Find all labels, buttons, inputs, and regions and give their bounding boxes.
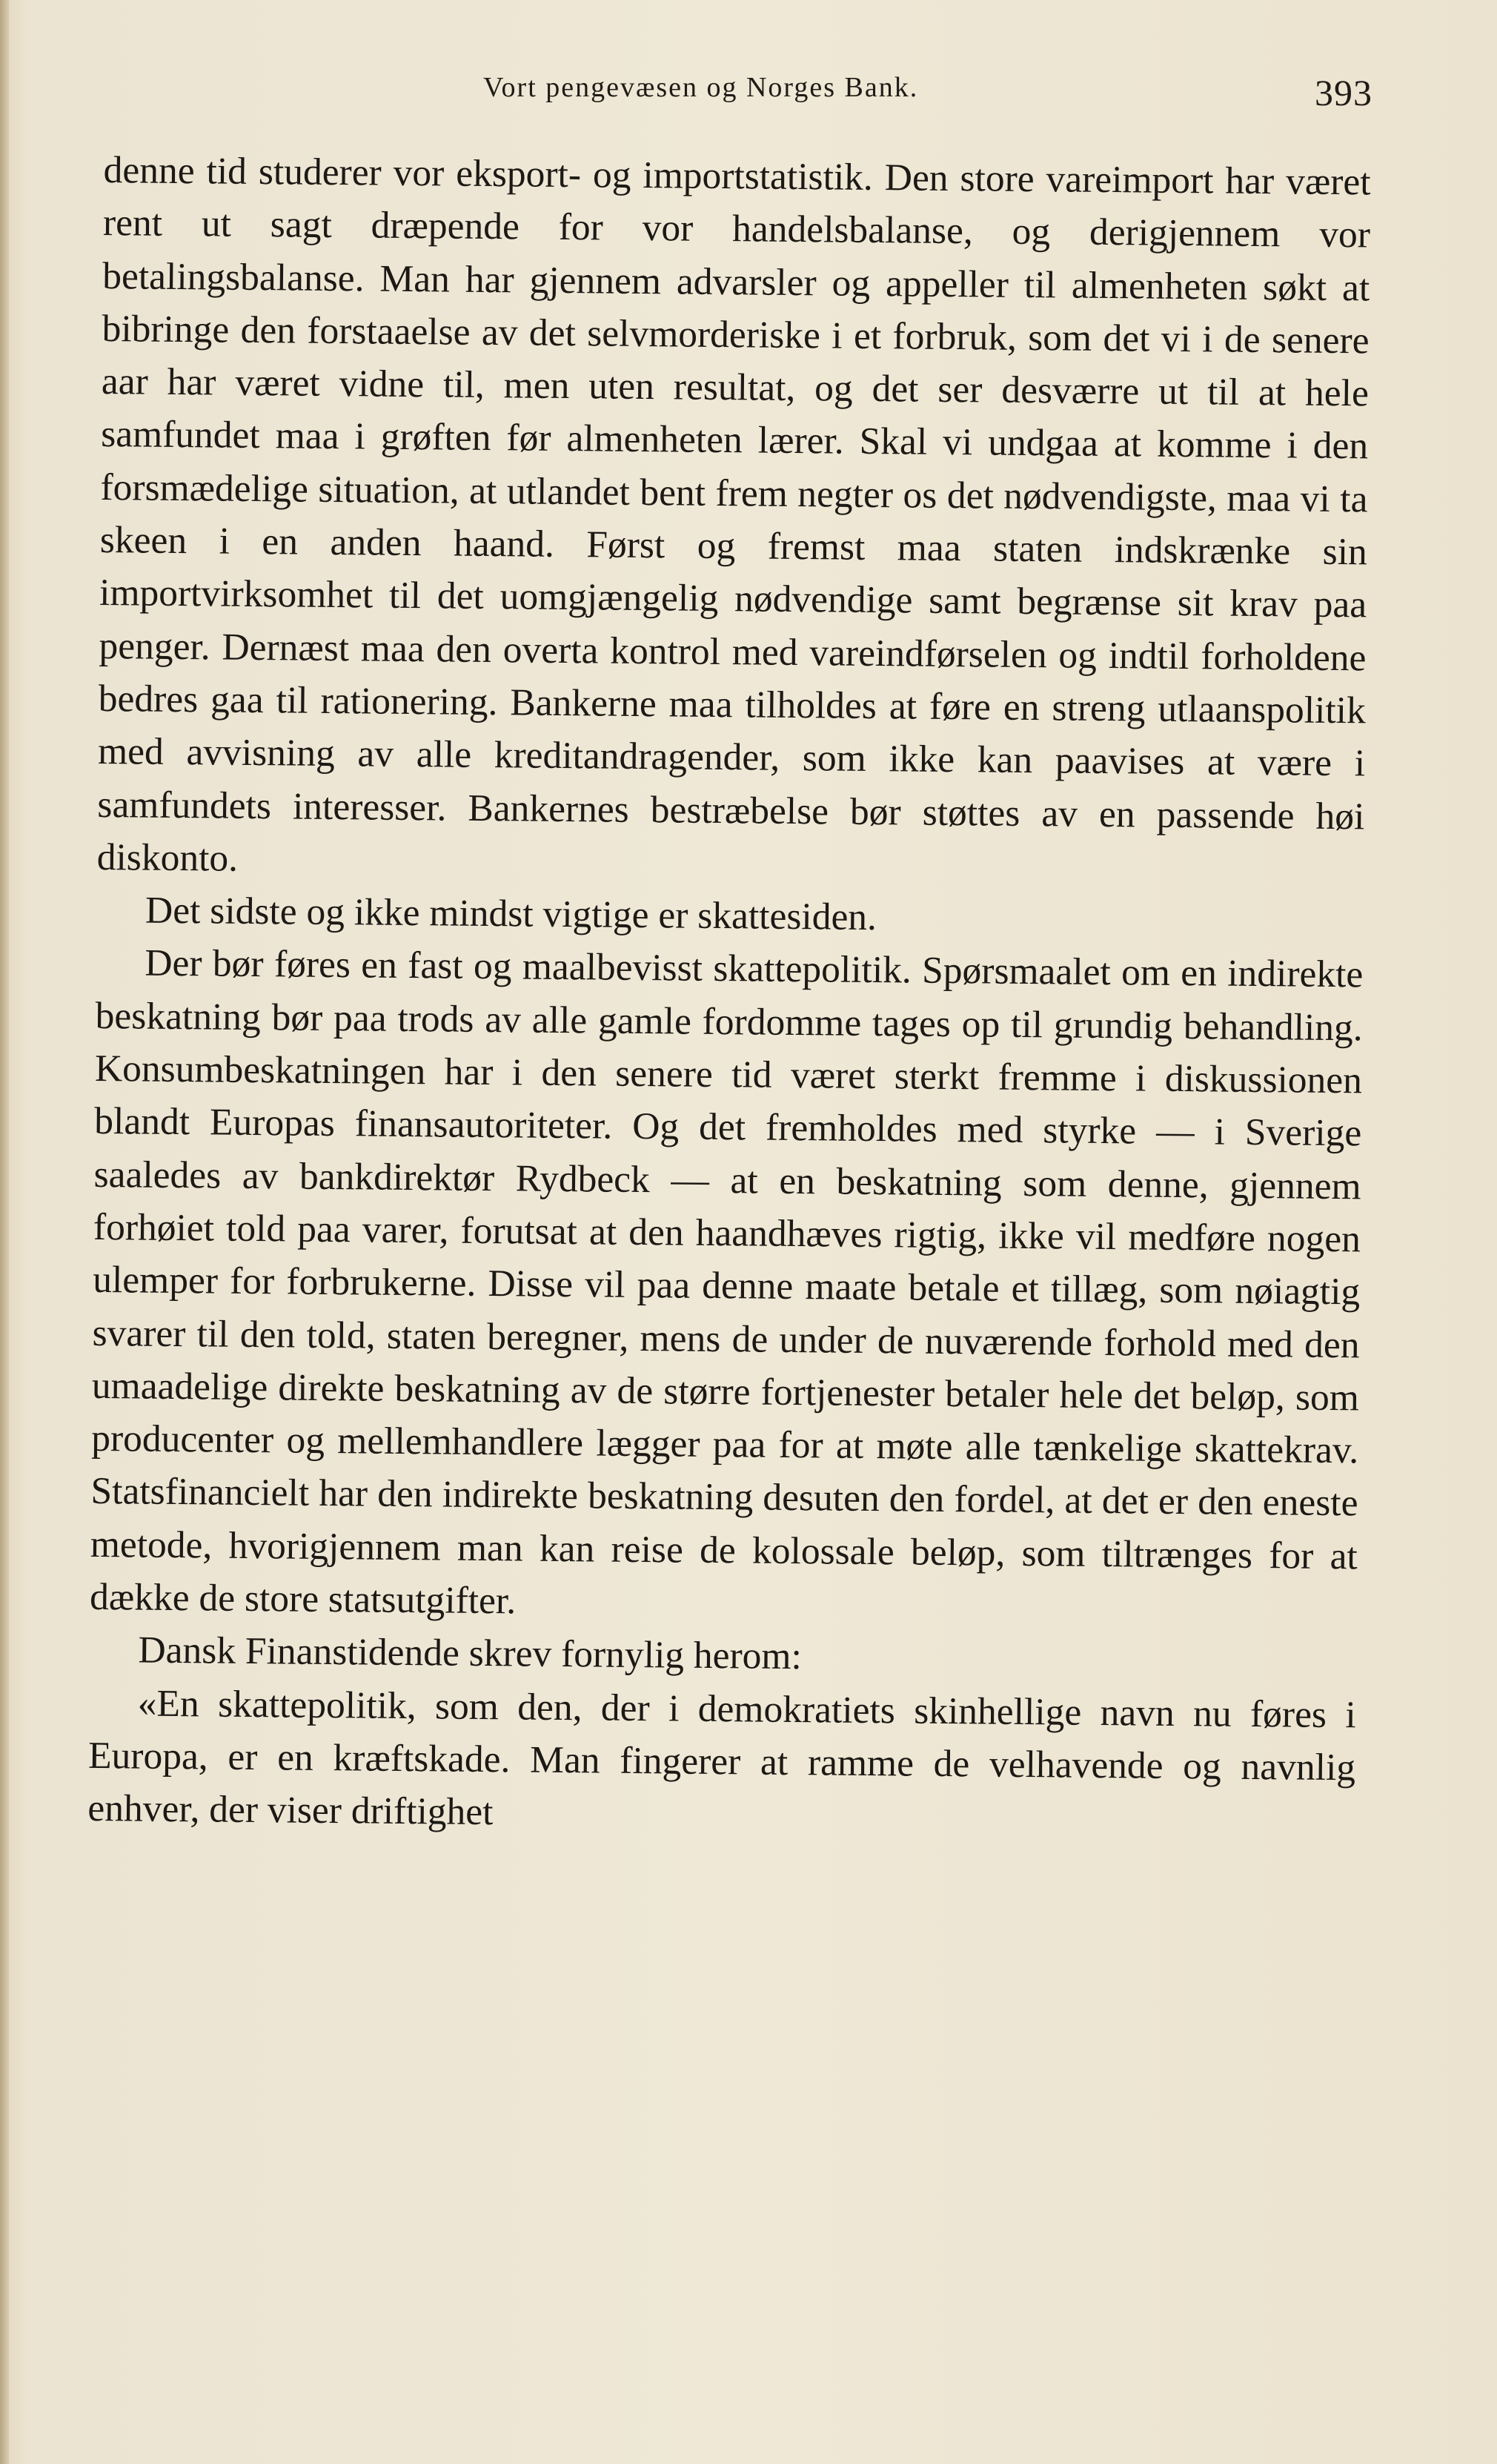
page-spine-shadow bbox=[0, 0, 9, 2464]
page-number: 393 bbox=[1315, 72, 1372, 113]
body-text bbox=[87, 144, 1371, 1847]
paragraph: Det sidste og ikke mindst vigtige er skattesiden. bbox=[145, 889, 877, 939]
paragraph: Dansk Finanstidende skrev fornylig herom: bbox=[138, 1629, 803, 1678]
running-title: Vort pengevæsen og Norges Bank. bbox=[483, 72, 919, 103]
paragraph: Der bør føres en fast og maalbevisst skattepolitik. Spørsmaalet om en indirekte beskatning bør paa trods av alle gamle fordomme tages op til grundig behandling. Konsumbeskatningen har i den senere tid været sterkt fremme i diskussionen blandt Europas finansautoriteter. Og det fremholdes med styrke — i Sverige saaledes av bankdirektør Rydbeck — at en beskatning som denne, gjennem forhøiet told paa varer, forutsat at den haandhæves rigtig, ikke vil medføre nogen ulemper for forbrukerne. Disse vil paa denne maate betale et tillæg, som nøiagtig svarer til den told, staten beregner, mens de under de nuværende forhold med den umaadelige direkte beskatning av de større fortjenester betaler hele det beløp, som producenter og mellemhandlere lægger paa for at møte alle tænkelige skattekrav. Statsfinancielt har den indirekte beskatning desuten den fordel, at det er den eneste metode, hvorigjennem man kan reise de kolossale beløp, som tiltrænges for at dække de store statsutgifter. bbox=[89, 942, 1364, 1623]
paragraph: «En skattepolitik, som den, der i demokratiets skinhellige navn nu føres i Europa, er en kræftskade. Man fingerer at ramme de velhavende og navnlig enhver, der viser driftighet bbox=[87, 1682, 1357, 1834]
paragraph: denne tid studerer vor eksport- og importstatistik. Den store vareimport har været rent ut sagt dræpende for vor handelsbalanse, og derigjennem vor betalingsbalanse. Man har gjennem advarsler og appeller til almenheten søkt at bibringe den forstaaelse av det selvmorderiske i et forbruk, som det vi i de senere aar har været vidne til, men uten resultat, og det ser desværre ut til at hele samfundet maa i grøften før almenheten lærer. Skal vi undgaa at komme i den forsmædelige situation, at utlandet bent frem negter os det nødvendigste, maa vi ta skeen i en anden haand. Først og fremst maa staten indskrænke sin importvirksomhet til det uomgjængelig nødvendige samt begrænse sit krav paa penger. Dernæst maa den overta kontrol med vareindførselen og indtil forholdene bedres gaa til rationering. Bankerne maa tilholdes at føre en streng utlaanspolitik med avvisning av alle kreditandragender, som ikke kan paavises at være i samfundets interesser. Bankernes bestræbelse bør støttes av en passende høi diskonto. bbox=[96, 148, 1371, 880]
page-header bbox=[0, 61, 1497, 120]
